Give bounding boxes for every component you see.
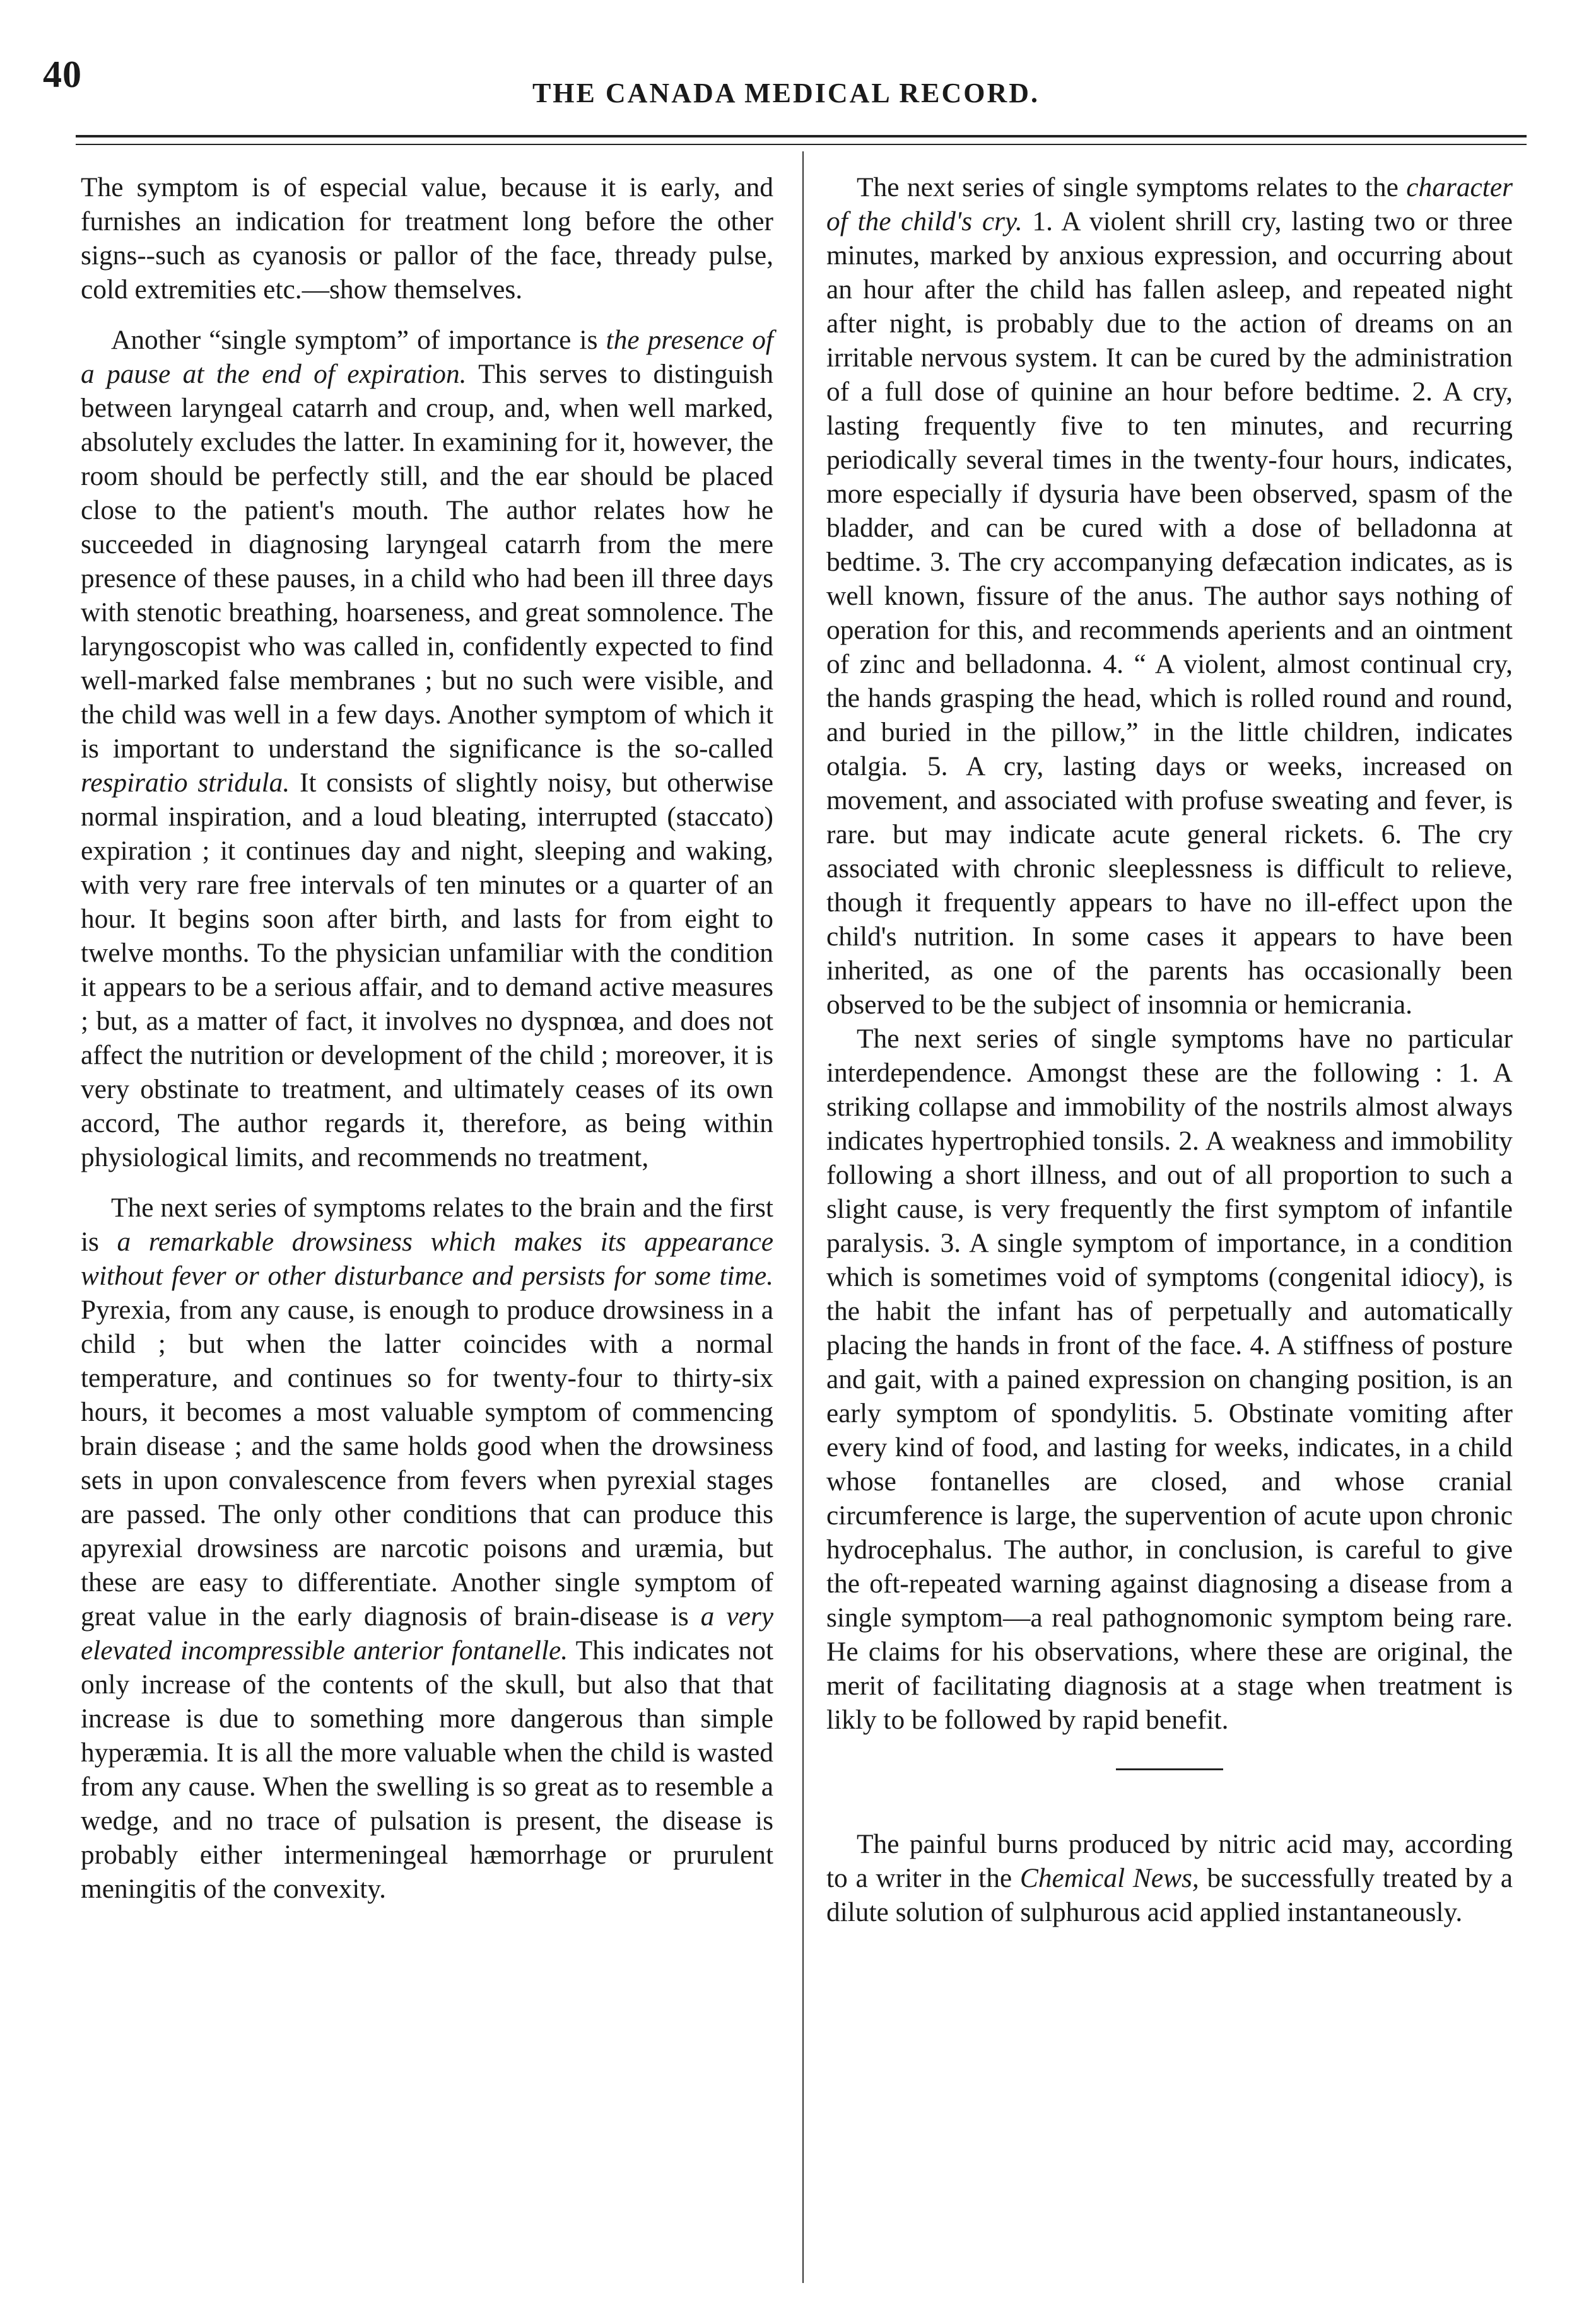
italic-phrase: Chemical News, [1019,1863,1199,1893]
left-column [81,170,773,1906]
italic-phrase: a very elevated incompressible anterior fontanelle. [81,1601,773,1666]
left-paragraph-2 [81,323,773,1174]
header-rule [76,135,1527,137]
text: The next series of single symptoms relates to the [857,172,1407,202]
text: It consists of slightly noisy, but otherwise normal inspiration, and a loud bleating, interrupted (staccato) expiration ; it continues day and night, sleeping and waking, with very rare free intervals of ten minutes or a quarter of an hour. It begins soon after birth, and lasts for from eight to twelve months. To the physician unfamiliar with the condition it appears to be a serious affair, and to demand active measures ; but, as a matter of fact, it involves no dyspnœa, and does not affect the nutrition or development of the child ; moreover, it is very obstinate to treatment, and ultimately ceases of its own accord, The author regards it, therefore, as being within physiological limits, and recommends no treatment, [81,768,774,1172]
text: Another “single symptom” of importance is [111,325,606,355]
text: The next series of symptoms relates to the brain and the first is [81,1193,773,1257]
running-title: THE CANADA MEDICAL RECORD. [532,78,1040,108]
text: The symptom is of especial value, because it is early, and furnishes an indication for treatment long before the other signs--such as cyanosis or pallor of the face, thready pulse, cold extremities etc.—show themselves. [81,172,773,305]
text: This serves to distinguish between laryngeal catarrh and croup, and, when well marked, absolutely excludes the latter. In examining for it, however, the room should be perfectly still, and the ear should be placed close to the patient's mouth. The author relates how he succeeded in diagnosing laryngeal catarrh from the mere presence of these pauses, in a child who had been ill three days with stenotic breathing, hoarseness, and great somnolence. The laryngoscopist who was called in, confidently expected to find well-marked false membranes ; but no such were visible, and the child was well in a few days. Another symptom of which it is important to understand the significance is the so-called [81,359,774,764]
right-paragraph-3 [826,1827,1513,1929]
page-number: 40 [43,54,82,95]
column-divider [802,151,804,2283]
italic-phrase: character of the child's cry. [826,172,1513,236]
italic-phrase: respiratio stridula. [81,768,290,798]
italic-phrase: the presence of a pause at the end of expiration. [81,325,773,389]
right-paragraph-2 [826,1022,1513,1737]
left-paragraph-1 [81,170,773,307]
header-rule-thin [76,144,1527,145]
right-paragraph-1 [826,170,1513,1022]
text: The next series of single symptoms have no particular interdependence. Amongst these are the following : 1. A striking collapse and immobility of the nostrils almost always indicates hypertrophied tonsils. 2. A weakness and immobility following a short illness, and out of all proportion to such a slight cause, is very frequently the first symptom of infantile paralysis. 3. A single symptom of importance, in a condition which is sometimes void of symptoms (congenital idiocy), is the habit the infant has of perpetually and automatically placing the hands in front of the face. 4. A stiffness of posture and gait, with a pained expression on changing position, is an early symptom of spondylitis. 5. Obstinate vomiting after every kind of food, and lasting for weeks, indicates, in a child whose fontanelles are closed, and whose cranial circumference is large, the supervention of acute upon chronic hydrocephalus. The author, in conclusion, is careful to give the oft-repeated warning against diagnosing a disease from a single symptom—a real pathognomonic symptom being rare. He claims for his observations, where these are original, the merit of facilitating diagnosis at a stage when treatment is likly to be followed by rapid benefit. [826,1024,1513,1735]
italic-phrase: a remarkable drowsiness which makes its appearance without fever or other disturbance and persists for some time. [81,1227,773,1291]
section-rule [1116,1768,1223,1770]
text: be successfully treated by a dilute solution of sulphurous acid applied instantaneously. [826,1863,1513,1927]
left-paragraph-3 [81,1191,773,1906]
text: Pyrexia, from any cause, is enough to produce drowsiness in a child ; but when the latter coincides with a normal temperature, and continues so for twenty-four to thirty-six hours, it becomes a most valuable symptom of commencing brain disease ; and the same holds good when the drowsiness sets in upon convalescence from fevers when pyrexial stages are passed. The only other conditions that can produce this apyrexial drowsiness are narcotic poisons and uræmia, but these are easy to differentiate. Another single symptom of great value in the early diagnosis of brain-disease is [81,1295,773,1632]
text: The painful burns produced by nitric acid may, according to a writer in the [826,1829,1513,1893]
text: This indicates not only increase of the contents of the skull, but also that that increase is due to something more dangerous than simple hyperæmia. It is all the more valuable when the child is wasted from any cause. When the swelling is so great as to resemble a wedge, and no trace of pulsation is present, the disease is probably either intermeningeal hæmorrhage or prurulent meningitis of the convexity. [81,1635,773,1904]
right-column [826,170,1513,1929]
text: 1. A violent shrill cry, lasting two or three minutes, marked by anxious expression, and occurring about an hour after the child has fallen asleep, and repeated night after night, is probably due to the action of dreams on an irritable nervous system. It can be cured by the administration of a full dose of quinine an hour before bedtime. 2. A cry, lasting frequently five to ten minutes, and recurring periodically several times in the twenty-four hours, indicates, more especially if dysuria have been observed, spasm of the bladder, and can be cured with a dose of belladonna at bedtime. 3. The cry accompanying defæcation indicates, as is well known, fissure of the anus. The author says nothing of operation for this, and recommends aperients and an ointment of zinc and belladonna. 4. “ A violent, almost continual cry, the hands grasping the head, which is rolled round and round, and buried in the pillow,” in the little children, indicates otalgia. 5. A cry, lasting days or weeks, increased on movement, and associated with profuse sweating and fever, is rare. but may indicate acute general rickets. 6. The cry associated with chronic sleeplessness is difficult to relieve, though it frequently appears to have no ill-effect upon the child's nutrition. In some cases it appears to have been inherited, as one of the parents has occasionally been observed to be the subject of insomnia or hemicrania. [826,206,1513,1020]
